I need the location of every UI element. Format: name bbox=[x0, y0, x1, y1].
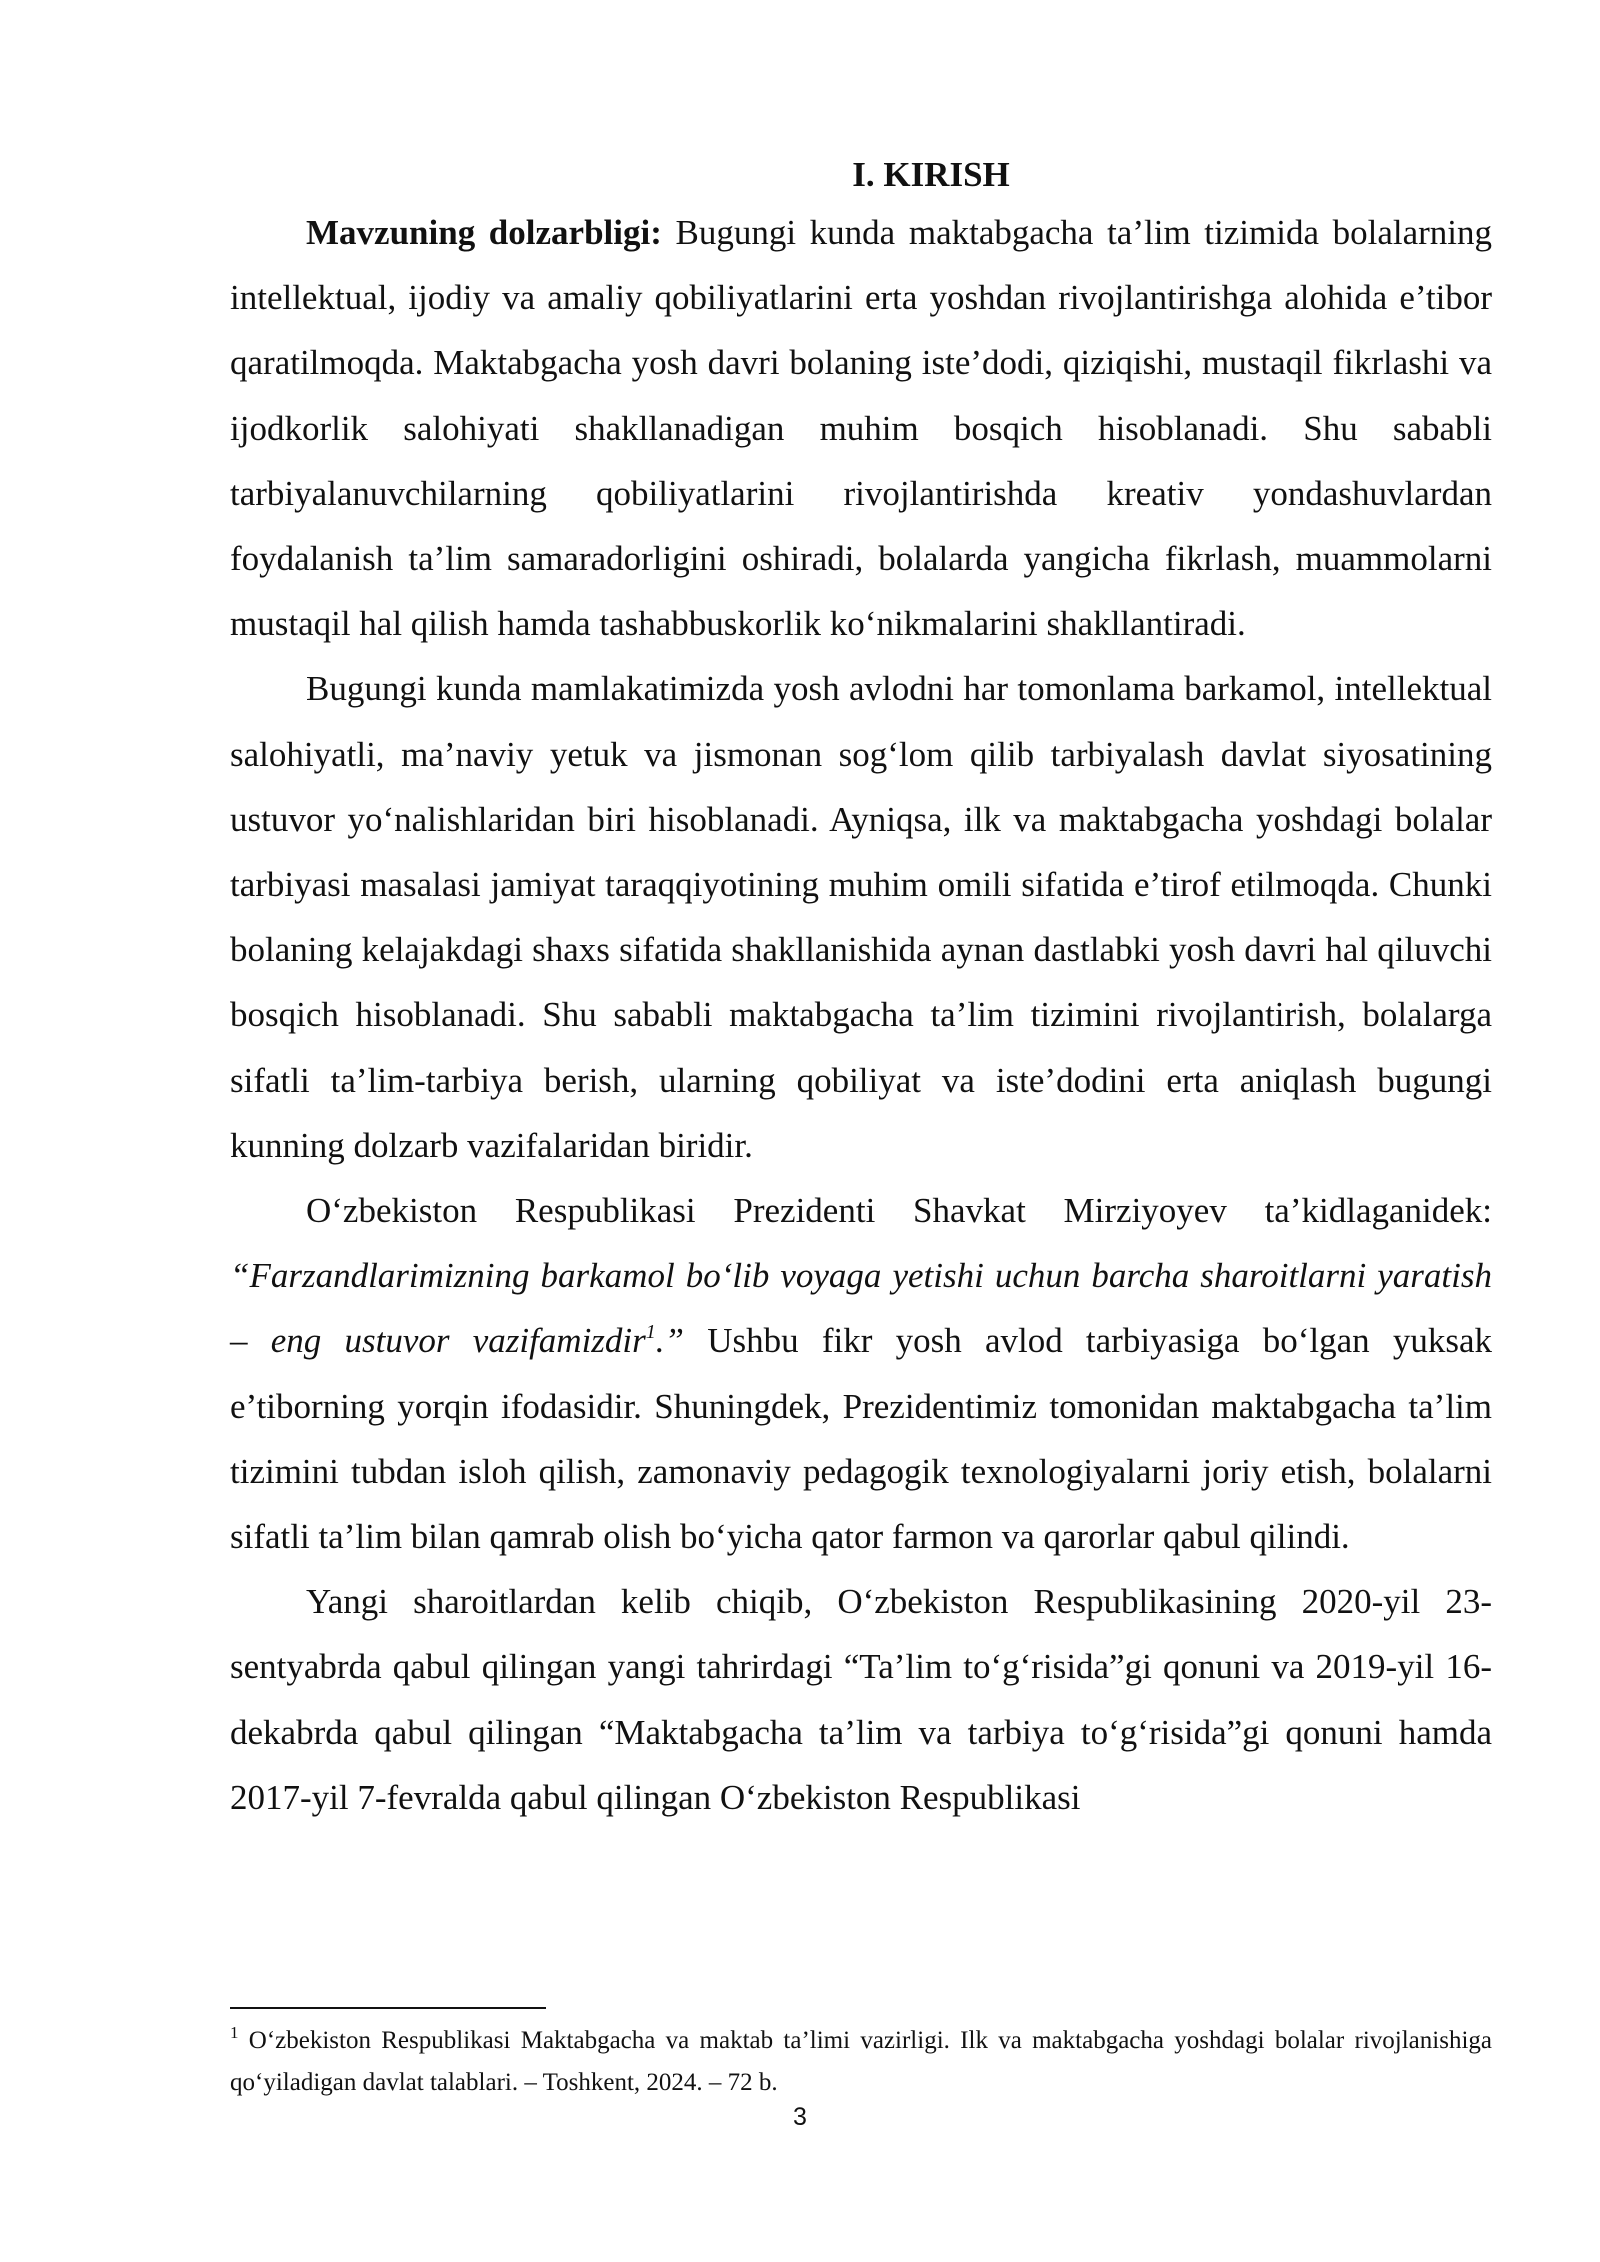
paragraph-text: Ushbu fikr yosh avlod tarbiyasiga bo‘lgan yuksak e’tiborning yorqin ifodasidir. Shuningdek, Prezidentimiz tomonidan maktabgacha ta’lim tizimini tubdan isloh qilish, zamonaviy pedagogik texnologiyalarni joriy etish, bolalarni sifatli ta’lim bilan qamrab olish bo‘yicha qator farmon va qarorlar qabul qilindi. bbox=[230, 1321, 1492, 1557]
footnote-text: O‘zbekiston Respublikasi Maktabgacha va maktab ta’limi vazirligi. Ilk va maktabgacha yoshdagi bolalar rivojlanishiga qo‘yiladigan davlat talablari. – Toshkent, 2024. – 72 b. bbox=[230, 2027, 1492, 2096]
paragraph-president-quote bbox=[230, 1178, 1492, 1569]
paragraph-relevance bbox=[230, 200, 1492, 656]
page-content bbox=[230, 150, 1492, 1830]
page-number: 3 bbox=[793, 2103, 807, 2131]
footnote bbox=[230, 2020, 1492, 2104]
footnote-separator bbox=[230, 2007, 546, 2009]
quote-end: .” bbox=[655, 1321, 684, 1361]
footnote-number: 1 bbox=[230, 2023, 239, 2042]
paragraph-laws: Yangi sharoitlardan kelib chiqib, O‘zbekiston Respublikasining 2020-yil 23-sentyabrda qabul qilingan yangi tahrirdagi “Ta’lim to‘g‘risida”gi qonuni va 2019-yil 16-dekabrda qabul qilingan “Maktabgacha ta’lim va tarbiya to‘g‘risida”gi qonuni hamda 2017-yil 7-fevralda qabul qilingan O‘zbekiston Respublikasi bbox=[230, 1582, 1492, 1817]
footnote-reference[interactable]: 1 bbox=[645, 1321, 656, 1344]
paragraph-state-policy: Bugungi kunda mamlakatimizda yosh avlodni har tomonlama barkamol, intellektual salohiyatli, ma’naviy yetuk va jismonan sog‘lom qilib tarbiyalash davlat siyosatining ustuvor yo‘nalishlaridan biri hisoblanadi. Ayniqsa, ilk va maktabgacha yoshdagi bolalar tarbiyasi masalasi jamiyat taraqqiyotining muhim omili sifatida e’tirof etilmoqda. Chunki bolaning kelajakdagi shaxs sifatida shakllanishida aynan dastlabki yosh davri hal qiluvchi bosqich hisoblanadi. Shu sababli maktabgacha ta’lim tizimini rivojlantirish, bolalarga sifatli ta’lim-tarbiya berish, ularning qobiliyat va iste’dodini erta aniqlash bugungi kunning dolzarb vazifalaridan biridir. bbox=[230, 669, 1492, 1165]
quote-text: “Farzandlarimizning barkamol bo‘lib voyaga yetishi uchun barcha sharoitlarni yaratish – eng ustuvor vazifamizdir bbox=[230, 1256, 1492, 1361]
section-heading: I. KIRISH bbox=[852, 155, 1010, 194]
quote-intro: O‘zbekiston Respublikasi Prezidenti Shavkat Mirziyoyev ta’kidlaganidek: bbox=[306, 1191, 1492, 1231]
paragraph-text: Bugungi kunda maktabgacha ta’lim tizimida bolalarning intellektual, ijodiy va amaliy qobiliyatlarini erta yoshdan rivojlantirishga alohida e’tibor qaratilmoqda. Maktabgacha yosh davri bolaning iste’dodi, qiziqishi, mustaqil fikrlashi va ijodkorlik salohiyati shakllanadigan muhim bosqich hisoblanadi. Shu sababli tarbiyalanuvchilarning qobiliyatlarini rivojlantirishda kreativ yondashuvlardan foydalanish ta’lim samaradorligini oshiradi, bolalarda yangicha fikrlash, muammolarni mustaqil hal qilish hamda tashabbuskorlik ko‘nikmalarini shakllantiradi. bbox=[230, 213, 1492, 644]
paragraph-lead: Mavzuning dolzarbligi: bbox=[306, 213, 662, 252]
